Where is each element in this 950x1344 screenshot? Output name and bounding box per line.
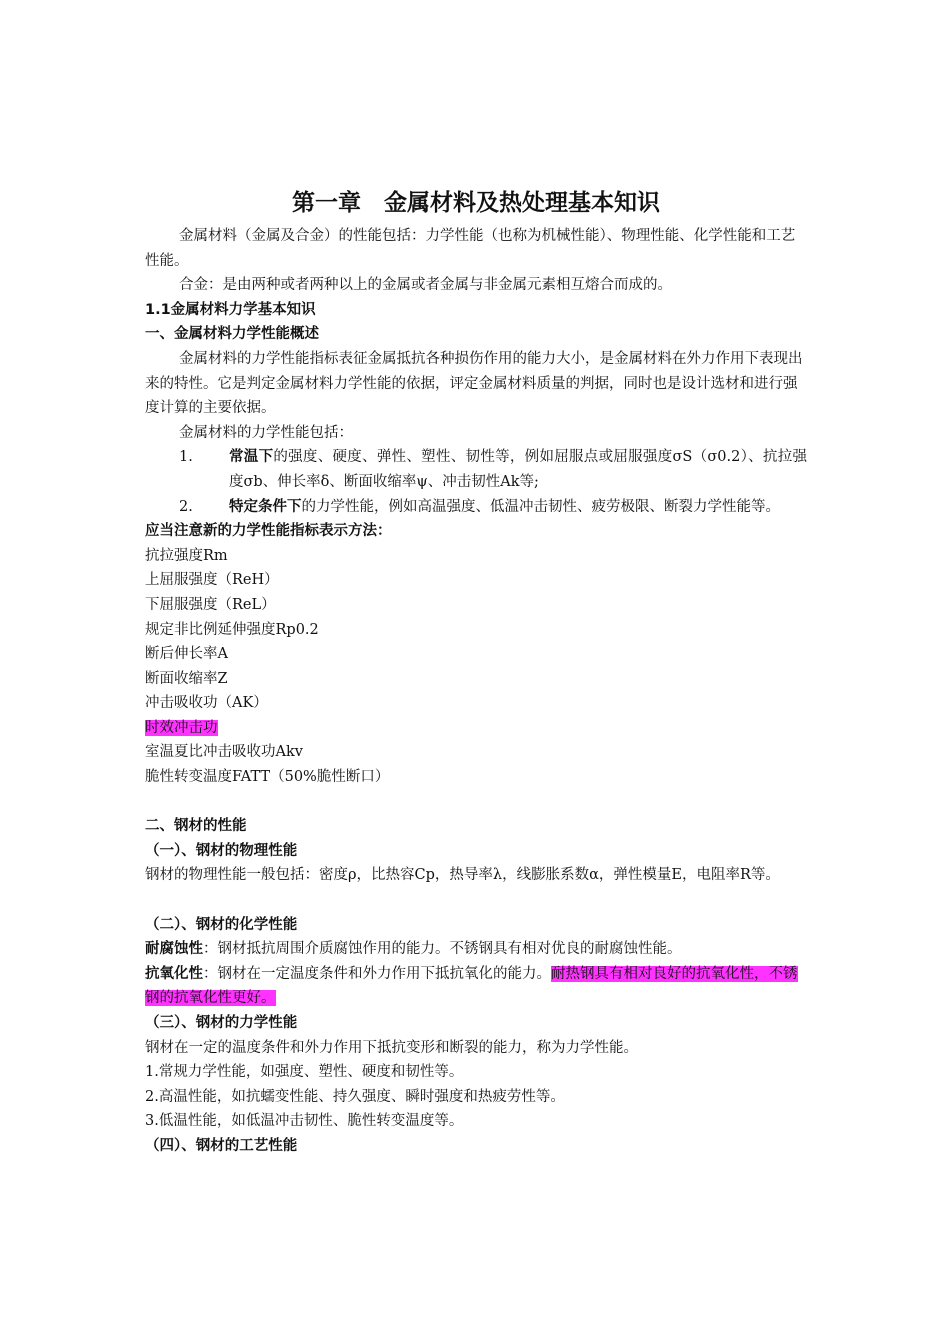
highlight: 耐热钢具有相对良好的抗氧化性，不锈钢的抗氧化性更好。 <box>145 965 798 1007</box>
notation-item: 抗拉强度Rm <box>145 547 228 564</box>
list-item <box>145 445 807 494</box>
list-rest: 的力学性能，例如高温强度、低温冲击韧性、疲劳极限、断裂力学性能等。 <box>301 498 780 515</box>
notation-item-highlighted <box>145 716 807 741</box>
section-heading-mechanical: （三）、钢材的力学性能 <box>145 1015 298 1031</box>
mechanical-item: 3.低温性能，如低温冲击韧性、脆性转变温度等。 <box>145 1113 464 1130</box>
list-number: 2. <box>179 498 193 515</box>
section-heading-overview: 一、金属材料力学性能概述 <box>145 326 319 343</box>
section-heading-steel: 二、钢材的性能 <box>145 818 247 835</box>
oxidation-label: 抗氧化性 <box>145 965 203 982</box>
list-text <box>229 495 807 520</box>
corrosion-paragraph <box>145 937 807 962</box>
oxidation-text: ：钢材在一定温度条件和外力作用下抵抗氧化的能力。 <box>203 965 551 982</box>
notation-item: 断面收缩率Z <box>145 670 228 687</box>
corrosion-label: 耐腐蚀性 <box>145 941 203 958</box>
mechanical-item: 2.高温性能，如抗蠕变性能、持久强度、瞬时强度和热疲劳性等。 <box>145 1088 565 1105</box>
intro-paragraph-2: 合金：是由两种或者两种以上的金属或者金属与非金属元素相互熔合而成的。 <box>179 277 672 294</box>
list-text <box>229 445 807 494</box>
document-content <box>145 188 807 1159</box>
mechanical-paragraph: 钢材在一定的温度条件和外力作用下抵抗变形和断裂的能力，称为力学性能。 <box>145 1039 638 1056</box>
corrosion-text: ：钢材抵抗周围介质腐蚀作用的能力。不锈钢具有相对优良的耐腐蚀性能。 <box>203 941 682 958</box>
chapter-title: 第一章 金属材料及热处理基本知识 <box>292 190 660 216</box>
list-rest: 的强度、硬度、弹性、塑性、韧性等，例如屈服点或屈服强度σS（σ0.2）、抗拉强度σb、伸长率δ、断面收缩率ψ、冲击韧性Ak等; <box>229 449 808 490</box>
section-heading-process: （四）、钢材的工艺性能 <box>145 1137 298 1154</box>
notation-item: 断后伸长率A <box>145 646 228 663</box>
list-number: 1. <box>179 449 193 466</box>
notation-heading: 应当注意新的力学性能指标表示方法： <box>145 523 392 540</box>
list-bold: 常温下 <box>229 449 274 466</box>
notation-item: 下屈服强度（ReL） <box>145 596 276 613</box>
spacer <box>145 888 807 913</box>
notation-item: 冲击吸收功（AK） <box>145 695 268 712</box>
list-bold: 特定条件下 <box>229 498 302 515</box>
overview-paragraph: 金属材料的力学性能指标表征金属抵抗各种损伤作用的能力大小，是金属材料在外力作用下表现出来的特性。它是判定金属材料力学性能的依据，评定金属材料质量的判据，同时也是设计选材和进行强度计算的主要依据。 <box>145 350 803 417</box>
oxidation-paragraph <box>145 962 807 1011</box>
intro-paragraph-1: 金属材料（金属及合金）的性能包括：力学性能（也称为机械性能）、物理性能、化学性能和工艺性能。 <box>145 228 796 269</box>
notation-item: 上屈服强度（ReH） <box>145 572 279 589</box>
mechanical-item: 1.常规力学性能，如强度、塑性、硬度和韧性等。 <box>145 1064 464 1081</box>
list-intro: 金属材料的力学性能包括： <box>179 424 353 441</box>
section-heading-1-1: 1.1金属材料力学基本知识 <box>145 301 316 318</box>
physical-paragraph: 钢材的物理性能一般包括：密度ρ，比热容Cp，热导率λ，线膨胀系数α，弹性模量E，电阻率R等。 <box>145 867 780 884</box>
section-heading-chemical: （二）、钢材的化学性能 <box>145 916 298 933</box>
notation-item: 规定非比例延伸强度Rp0.2 <box>145 621 319 638</box>
list-item <box>145 495 807 520</box>
notation-item: 室温夏比冲击吸收功Akv <box>145 744 303 761</box>
notation-item: 脆性转变温度FATT（50%脆性断口） <box>145 769 390 786</box>
spacer <box>145 790 807 815</box>
highlight: 时效冲击功 <box>145 719 218 736</box>
section-heading-physical: （一）、钢材的物理性能 <box>145 842 298 859</box>
